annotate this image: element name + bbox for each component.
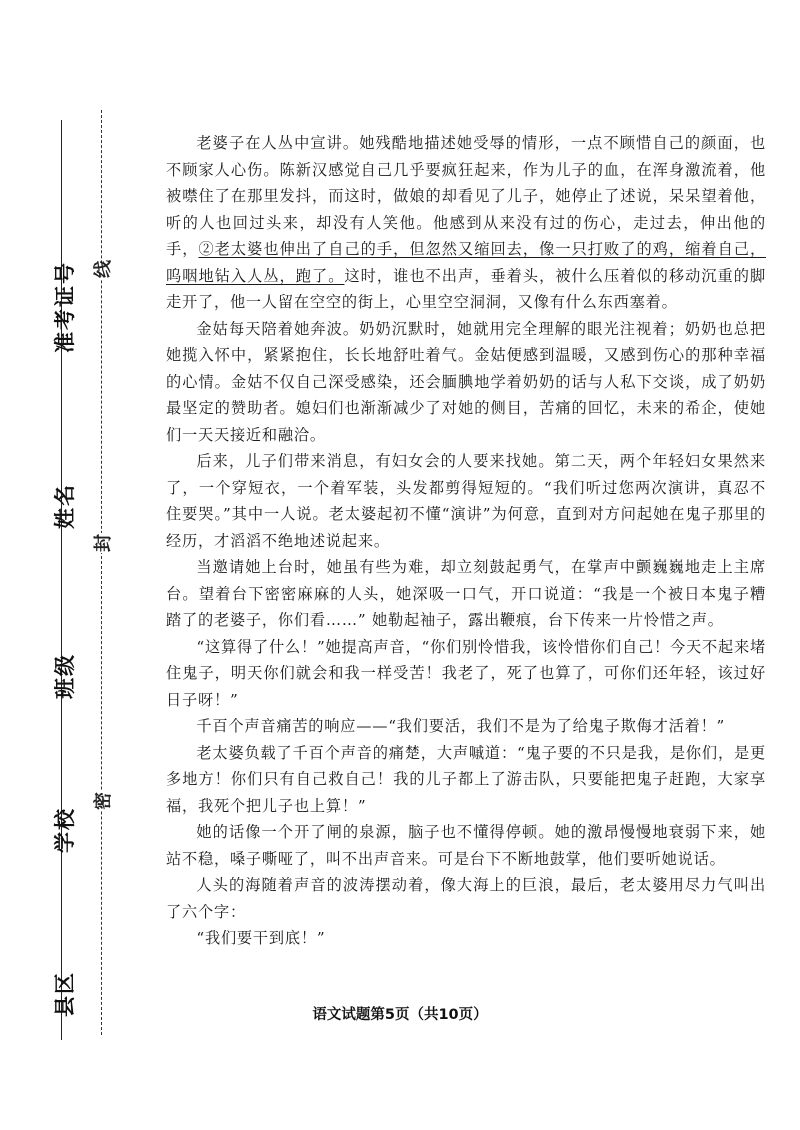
paragraph-1 bbox=[166, 130, 766, 316]
field-school: 学校 bbox=[53, 807, 77, 853]
paragraph-9: 人头的海随着声音的波涛摆动着，像大海上的巨浪，最后，老太婆用尽力气叫出了六个字： bbox=[166, 876, 766, 921]
paragraph-3: 后来，儿子们带来消息，有妇女会的人要来找她。第二天，两个年轻妇女果然来了，一个穿短衣，一个着军装，头发都剪得短短的。“我们听过您两次演讲，真忍不住要哭。”其中一人说。老太婆起初不懂“演讲”为何意，直到对方问起她在鬼子那里的经历，才滔滔不绝地述说起来。 bbox=[166, 452, 766, 550]
underlined-sentence-2: ②老太婆也伸出了自己的手，但忽然又缩回去，像一只打败了的鸡，缩着自己，呜咽地钻入人丛，跑了。 bbox=[166, 240, 766, 285]
article-body bbox=[166, 130, 766, 952]
paragraph-1-text: 老婆子在人丛中宣讲。她残酷地描述她受辱的情形，一点不顾惜自己的颜面，也不顾家人心伤。陈新汉感觉自己几乎要疯狂起来，作为儿子的血，在浑身激流着，他被噤住了在那里发抖，而这时，做娘的却看见了儿子，她停止了述说，呆呆望着他，听的人也回过头来，却没有人笑他。他感到从来没有过的伤心，走过去，伸出他的手， bbox=[166, 134, 766, 258]
paragraph-1-tail: 这时，谁也不出声，垂着头，被什么压着似的移动沉重的脚走开了，他一人留在空空的街上，心里空空洞洞，又像有什么东西塞着。 bbox=[166, 266, 766, 311]
paragraph-4: 当邀请她上台时，她虽有些为难，却立刻鼓起勇气，在掌声中颤巍巍地走上主席台。望着台下密密麻麻的人头，她深吸一口气，开口说道：“我是一个被日本鬼子糟踏了的老婆子，你们看……” 她勒起袖子，露出鞭痕，台下传来一片怜惜之声。 bbox=[166, 558, 766, 629]
paragraph-2: 金姑每天陪着她奔波。奶奶沉默时，她就用完全理解的眼光注视着；奶奶也总把她揽入怀中，紧紧抱住，长长地舒吐着气。金姑便感到温暖，又感到伤心的那种幸福的心情。金姑不仅自己深受感染，还会腼腆地学着奶奶的话与人私下交谈，成了奶奶最坚定的赞助者。媳妇们也渐渐减少了对她的侧目，苦痛的回忆，未来的希企，使她们一天天接近和融洽。 bbox=[166, 319, 766, 444]
binding-margin bbox=[0, 0, 130, 1130]
paragraph-7: 老太婆负载了千百个声音的痛楚，大声嘁道：“鬼子要的不只是我，是你们，是更多地方！你们只有自己救自己！我的儿子都上了游击队，只要能把鬼子赶跑，大家享福，我死个把儿子也上算！” bbox=[166, 743, 766, 815]
seal-mark-line: 线 bbox=[89, 259, 115, 279]
paragraph-10: “我们要干到底！” bbox=[196, 929, 326, 947]
seal-mark-seal: 封 bbox=[89, 533, 115, 553]
seal-dashed-line bbox=[101, 110, 102, 1035]
field-county: 县区 bbox=[53, 971, 77, 1017]
binding-solid-line bbox=[61, 120, 62, 1040]
paragraph-6: 千百个声音痛苦的响应——“我们要活，我们不是为了给鬼子欺侮才活着！” bbox=[196, 717, 726, 735]
paragraph-5: “这算得了什么！”她提高声音，“你们别怜惜我，该怜惜你们自己！今天不起来堵住鬼子，明天你们就会和我一样受苦！我老了，死了也算了，可你们还年轻，该过好日子呀！” bbox=[166, 637, 766, 709]
seal-mark-secret: 密 bbox=[89, 791, 115, 811]
page-footer: 语文试题第5页（共10页） bbox=[312, 1007, 488, 1023]
field-class: 班级 bbox=[53, 653, 77, 699]
field-name: 姓名 bbox=[53, 483, 77, 529]
paragraph-8: 她的话像一个开了闸的泉源，脑子也不懂得停顿。她的激昂慢慢地衰弱下来，她站不稳，嗓子嘶哑了，叫不出声音来。可是台下不断地鼓掌，他们要听她说话。 bbox=[166, 823, 766, 868]
field-exam-number: 准考证号 bbox=[53, 261, 77, 353]
